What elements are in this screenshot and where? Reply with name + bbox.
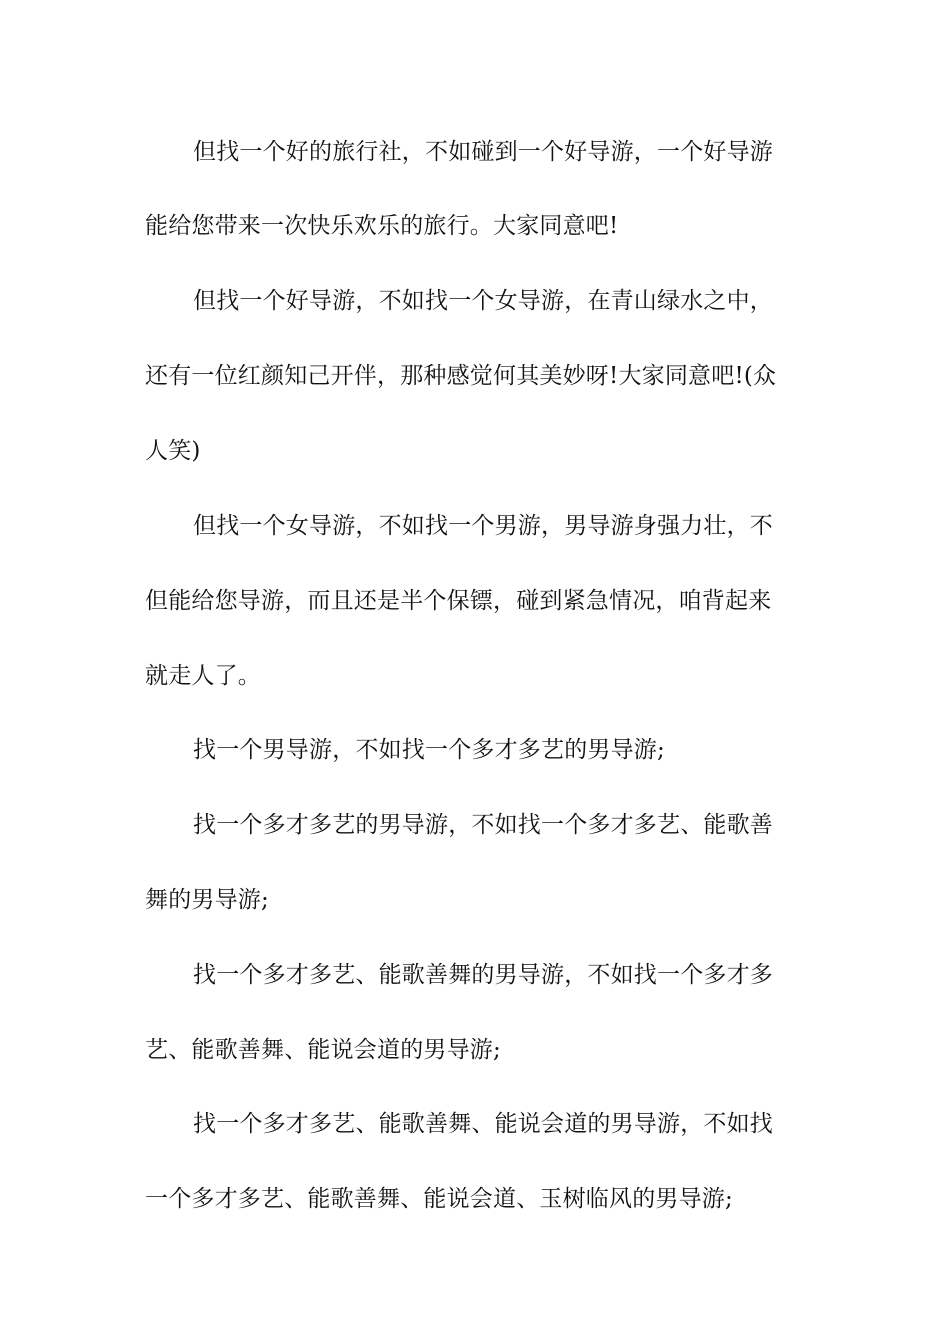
- paragraph-1-line-2: 能给您带来一次快乐欢乐的旅行。大家同意吧!: [145, 213, 619, 239]
- paragraph-7-line-1: 找一个多才多艺、能歌善舞、能说会道的男导游，不如找: [193, 1111, 773, 1137]
- paragraph-6-line-2: 艺、能歌善舞、能说会道的男导游;: [145, 1037, 501, 1063]
- paragraph-1-line-1: 但找一个好的旅行社，不如碰到一个好导游，一个好导游: [193, 139, 773, 165]
- paragraph-6-line-1: 找一个多才多艺、能歌善舞的男导游，不如找一个多才多: [193, 962, 773, 988]
- paragraph-5-line-2: 舞的男导游;: [145, 887, 269, 913]
- paragraph-7-line-2: 一个多才多艺、能歌善舞、能说会道、玉树临风的男导游;: [145, 1186, 733, 1212]
- paragraph-3-line-1: 但找一个女导游，不如找一个男游，男导游身强力壮，不: [193, 513, 773, 539]
- paragraph-5-line-1: 找一个多才多艺的男导游，不如找一个多才多艺、能歌善: [193, 812, 773, 838]
- paragraph-2-line-2: 还有一位红颜知己开伴，那种感觉何其美妙呀!大家同意吧!(众: [145, 363, 777, 389]
- paragraph-2-line-3: 人笑): [145, 438, 201, 464]
- paragraph-3-line-2: 但能给您导游，而且还是半个保镖，碰到紧急情况，咱背起来: [145, 588, 772, 614]
- paragraph-3-line-3: 就走人了。: [145, 663, 261, 689]
- paragraph-2-line-1: 但找一个好导游，不如找一个女导游，在青山绿水之中，: [193, 288, 773, 314]
- paragraph-4-line-1: 找一个男导游，不如找一个多才多艺的男导游;: [193, 737, 665, 763]
